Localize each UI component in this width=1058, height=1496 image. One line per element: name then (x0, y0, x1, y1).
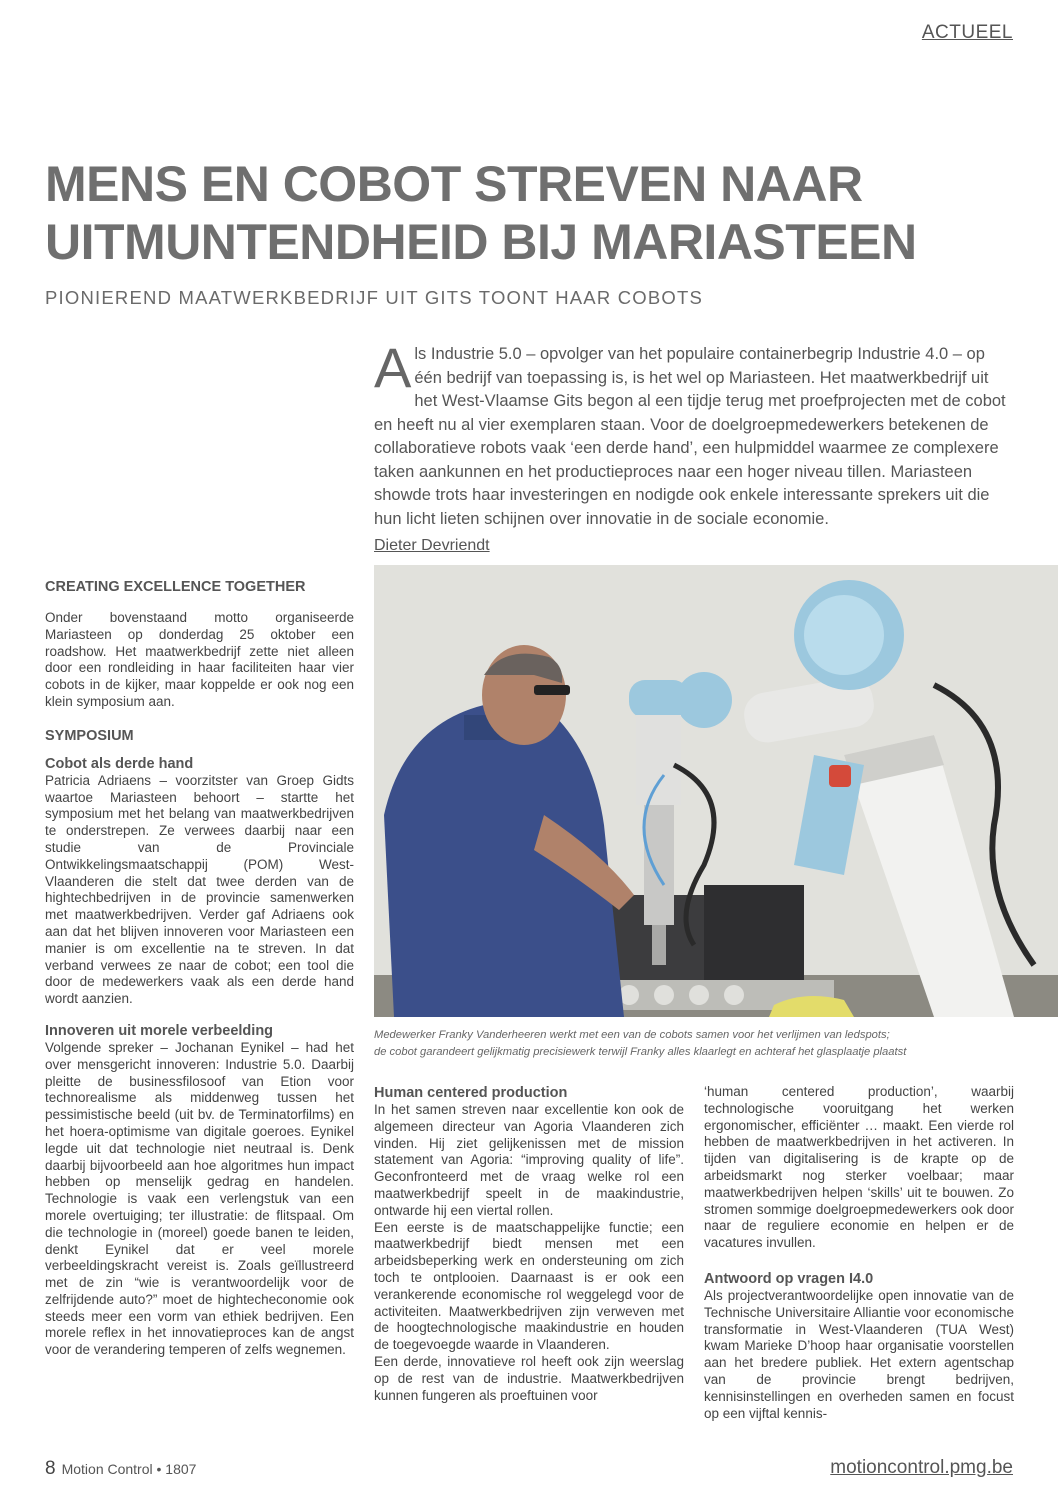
paragraph-human-1: In het samen streven naar excellentie kon ook de algemeen directeur van Agoria Vlaanderen zich vinden. Hij ziet gelijkenissen met de mission statement van Agoria: “improving quality of life”. Geconfronteerd met de vraag welke rol een maatwerkbedrijf speelt in de maakindustrie, ontwarde hij een viertal rollen. (374, 1102, 684, 1218)
dropcap: A (374, 336, 412, 399)
paragraph-human-3: Een derde, innovatieve rol heeft ook zijn weerslag op de rest van de industrie. Maatwerkbedrijven kunnen fungeren als proeftuinen voor (374, 1353, 684, 1403)
caption-line-2: de cobot garandeert gelijkmatig precisiewerk terwijl Franky alles klaarlegt en achteraf het glasplaatje plaatst (374, 1046, 907, 1058)
column-right (704, 1084, 1014, 1422)
headline-line-2: UITMUNTENDHEID BIJ MARIASTEEN (45, 214, 917, 270)
heading-antwoord: Antwoord op vragen I4.0 (704, 1270, 874, 1287)
subtitle: PIONIEREND MAATWERKBEDRIJF UIT GITS TOONT HAAR COBOTS (45, 287, 704, 308)
headline (45, 155, 1005, 271)
caption-line-1: Medewerker Franky Vanderheeren werkt met een van de cobots samen voor het verlijmen van ledspots; (374, 1029, 890, 1041)
paragraph-cobot-derde-hand: Patricia Adriaens – voorzitster van Groep Gidts waartoe Mariasteen behoort – startte het symposium met het belang van maatwerkbedrijven te onderstrepen. Ze verwees daarbij naar een studie van de Provinciale Ontwikkelingsmaatschappij (POM) West-Vlaanderen die stelt dat twee derden van de hightechbedrijven in de provincie samenwerken met maatwerkbedrijven. Verder gaf Adriaens ook aan dat het blijven innoveren voor Mariasteen een manier is om excellentie na te streven. In dat verband verwees ze naar de cobot; een tool die door de medewerkers vaak als een derde hand wordt aanzien. (45, 772, 354, 1007)
column-middle (374, 1084, 684, 1404)
intro-text: ls Industrie 5.0 – opvolger van het populaire containerbegrip Industrie 4.0 – op één bedrijf van toepassing is, is het wel op Mariasteen. Het maatwerkbedrijf uit het West-Vlaamse Gits begon al een tijdje terug met proefprojecten met de cobot en heeft nu al vier exemplaren staan. Voor de doelgroepmedewerkers betekenen de collaboratieve robots vaak ‘een derde hand’, een hulpmiddel waarmee ze complexere taken aankunnen en het productieproces naar een hoger niveau tillen. Mariasteen showde trots haar investeringen en nodigde ook enkele interessante sprekers uit die hun licht lieten schijnen over innovatie in de sociale economie. (374, 345, 1006, 528)
article-photo (374, 565, 1058, 1017)
photo-caption (374, 1027, 1054, 1061)
author-byline[interactable]: Dieter Devriendt (374, 537, 490, 554)
section-tag: ACTUEEL (921, 22, 1013, 43)
footer-folio (45, 1458, 196, 1480)
magazine-issue: Motion Control • 1807 (61, 1461, 197, 1477)
heading-cobot-derde-hand: Cobot als derde hand (45, 755, 194, 772)
website-link[interactable]: motioncontrol.pmg.be (830, 1457, 1013, 1478)
cobot-worker-photo (374, 565, 1058, 1017)
heading-human-centered: Human centered production (374, 1085, 568, 1101)
intro-paragraph (374, 336, 1014, 531)
paragraph-creating-excellence: Onder bovenstaand motto organiseerde Mariasteen op donderdag 25 oktober een roadshow. Het maatwerkbedrijf zette niet alleen door een rondleiding in haar faciliteiten haar vier cobots in de kijker, maar koppelde er ook nog een klein symposium aan. (45, 610, 354, 709)
heading-creating-excellence: CREATING EXCELLENCE TOGETHER (45, 579, 306, 595)
column-left (45, 578, 354, 1359)
heading-innoveren: Innoveren uit morele verbeelding (45, 1022, 274, 1039)
page-number: 8 (45, 1458, 56, 1479)
paragraph-innoveren: Volgende spreker – Jochanan Eynikel – had het over mensgericht innoveren: Industrie 5.0. Daarbij pleitte de businessfilosoof van Etion voor technorealisme als middenweg tussen het pessimistische beeld (uit bv. de Terminatorfilms) en het hoera-optimisme van digitale goeroes. Eynikel legde uit dat technologie niet neutraal is. Denk daarbij bijvoorbeeld aan hoe algoritmes hun impact hebben op menselijk gedrag en handelen. Technologie is vaak een verlengstuk van een morele overtuiging; ter illustratie: de flitspaal. Om die technologie in (moreel) goede banen te leiden, denkt Eynikel dat er veel morele verbeeldingskracht vereist is. Zoals geïllustreerd met de zin “wie is verantwoordelijk voor de zelfrijdende auto?” moet de hightecheconomie ook steeds meer een vorm van ethiek bedrijven. Een morele reflex in het innovatieproces kan de angst voor de verandering temperen of zelfs wegnemen. (45, 1039, 354, 1358)
paragraph-continued: ‘human centered production’, waarbij technologische vooruitgang het werken ergonomischer, efficiënter … maakt. Een vierde rol hebben de maatwerkbedrijven in het activeren. In tijden van digitalisering is de krapte op de arbeidsmarkt nog sterker voelbaar; maar maatwerkbedrijven helpen ‘skills’ uit te bouwen. Zo stromen sommige doelgroepmedewerkers ook door naar de reguliere economie en helpen er de vacatures invullen. (704, 1084, 1014, 1251)
paragraph-human-2: Een eerste is de maatschappelijke functie; een maatwerkbedrijf biedt mensen met een arbeidsbeperking werk en ondersteuning om zich toch te ontplooien. Daarnaast is er ook een verankerende economische rol weggelegd voor de activiteiten. Maatwerkbedrijven zijn verweven met de hoogtechnologische maakindustrie en houden de toegevoegde waarde in Vlaanderen. (374, 1219, 684, 1353)
heading-symposium: SYMPOSIUM (45, 727, 134, 744)
paragraph-antwoord: Als projectverantwoordelijke open innovatie van de Technische Universitaire Alliantie voor economische transformatie in West-Vlaanderen (TUA West) kwam Marieke D’hoop haar organisatie voorstellen aan het bredere publiek. Het extern agentschap van de provincie brengt bedrijven, kennisinstellingen en overheden samen en focust op een vijftal kennis- (704, 1287, 1014, 1421)
headline-line-1: MENS EN COBOT STREVEN NAAR (45, 156, 863, 212)
